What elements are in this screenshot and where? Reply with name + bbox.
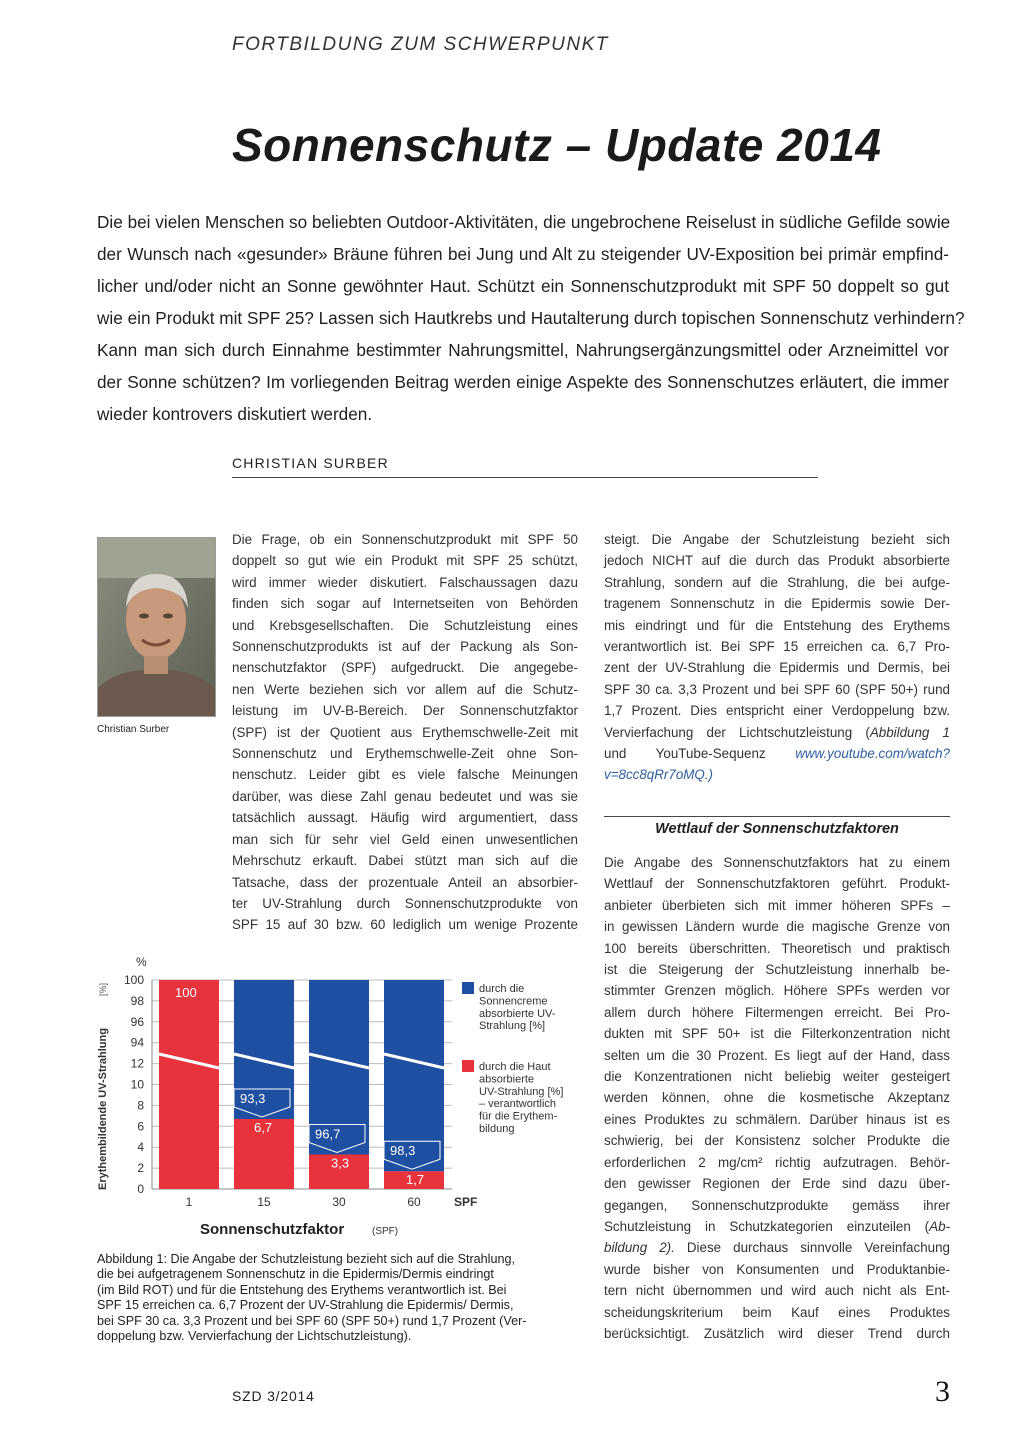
body-column-3 — [604, 852, 950, 1344]
text-line: schwierig, bei der Konsistenz solcher Produkte die — [604, 1133, 950, 1149]
text-line: zent der UV-Strahlung die Epidermis und Dermis, bei — [604, 660, 950, 676]
text-line: allem durch höhere Filtermengen erreicht. Bei Pro- — [604, 1004, 950, 1020]
text-line: tragenem Sonnenschutz in die Epidermis sowie Der- — [604, 596, 950, 612]
text-line: Die Frage, ob ein Sonnenschutzprodukt mit SPF 50 — [232, 532, 578, 547]
lead-paragraph — [97, 206, 965, 430]
data-label-skin: 3,3 — [331, 1155, 350, 1171]
text-line: verantwortlich ist. Bei SPF 15 erreichen ca. 6,7 Pro- — [604, 639, 950, 655]
text-line: Strahlung, sondern auf die Strahlung, die bei aufge- — [604, 574, 950, 590]
caption-line: Abbildung 1: Die Angabe der Schutzleistung bezieht sich auf die Strahlung, — [97, 1252, 515, 1266]
bar-absorbed-by-skin — [159, 980, 219, 1189]
youtube-link[interactable]: www.youtube.com/watch? — [795, 746, 950, 762]
text-line: Wettlauf der Sonnenschutzfaktoren geführt. Produkt- — [604, 876, 950, 892]
text-line: nen Werte beziehen sich vor allem auf die Schutz- — [232, 681, 578, 697]
text-fragment: Schutzleistung in Schutzkategorien einzuteilen ( — [604, 1218, 930, 1234]
text-line: anbieter überbieten sich mit immer höheren SPFs – — [604, 897, 950, 913]
caption-line: doppelung bzw. Vervierfachung der Lichtschutzleistung). — [97, 1329, 412, 1344]
body-column-1 — [232, 529, 578, 936]
section-divider — [604, 816, 950, 817]
text-line — [604, 1237, 950, 1258]
x-unit-label: SPF — [454, 1195, 478, 1209]
text-line: leistung im UV-B-Bereich. Der Sonnenschutzfaktor — [232, 703, 578, 719]
text-fragment: Diese durchaus sinnvolle Vereinfachung — [674, 1240, 950, 1256]
text-line: jedoch NICHT auf die durch das Produkt absorbierte — [604, 553, 950, 569]
page-number: 3 — [935, 1375, 950, 1408]
y-axis-label: Erythembildende UV-Strahlung — [97, 1028, 109, 1190]
lead-line: Kann man sich durch Einnahme bestimmter Nahrungsmittel, Nahrungsergänzungsmittel oder Arzneimittel vor — [97, 340, 949, 360]
x-tick-label: 60 — [407, 1195, 421, 1209]
y-tick-label: 100 — [123, 973, 144, 987]
chart-canvas — [96, 950, 586, 1245]
text-line: ter UV-Strahlung durch Sonnenschutzprodukte von — [232, 895, 578, 911]
text-line: SPF 30 ca. 3,3 Prozent und bei SPF 60 (SPF 50+) rund — [604, 681, 950, 697]
text-line: gegangen, Sonnenschutzprodukte gemäss ihrer — [604, 1197, 950, 1213]
text-line: wurde bisher von Konsumenten und Produktanbie- — [604, 1261, 950, 1277]
legend-label: Strahlung [%] — [479, 1020, 546, 1033]
text-line: finden sich sogar auf Internetseiten von Behörden — [232, 596, 578, 612]
text-line — [604, 722, 950, 743]
text-line: selten um die 30 Prozent. Es liegt auf der Hand, dass — [604, 1047, 950, 1063]
photo-caption: Christian Surber — [97, 724, 170, 735]
body-column-2 — [604, 529, 950, 786]
text-line: und Krebsgesellschaften. Die Schutzleistung eines — [232, 617, 578, 633]
y-tick-label: 94 — [130, 1035, 144, 1050]
data-label-sunscreen: 98,3 — [390, 1143, 416, 1159]
y-tick-label: 10 — [130, 1077, 144, 1092]
text-line: die Konzentrationen nicht beliebig weiter gesteigert — [604, 1069, 950, 1085]
text-fragment: Vervierfachung der Lichtschutzleistung ( — [604, 724, 870, 740]
caption-line: bei SPF 30 ca. 3,3 Prozent und bei SPF 60 (SPF 50+) rund 1,7 Prozent (Ver- — [97, 1313, 527, 1328]
section-kicker: FORTBILDUNG ZUM SCHWERPUNKT — [232, 34, 609, 55]
y-tick-label: 8 — [137, 1098, 144, 1113]
section-heading: Wettlauf der Sonnenschutzfaktoren — [655, 821, 899, 837]
text-line: berücksichtigt. Zusätzlich wird dieser Trend durch — [604, 1325, 950, 1341]
text-line: Die Angabe des Sonnenschutzfaktors hat zu einem — [604, 855, 950, 870]
y-tick-label: 0 — [137, 1182, 144, 1196]
legend-label: absorbierte — [479, 1073, 535, 1086]
text-line: nenschutz. Leider gibt es viele falsche Meinungen — [232, 767, 578, 783]
text-line: man sich für sehr viel Geld einen unwesentlichen — [232, 831, 578, 847]
x-tick-label: 30 — [332, 1195, 346, 1209]
legend-label: bildung — [479, 1123, 515, 1135]
data-label-skin: 6,7 — [254, 1119, 273, 1135]
x-axis-label: Sonnenschutzfaktor — [200, 1221, 345, 1238]
text-line: (SPF) ist der Quotient aus Erythemschwelle-Zeit mit — [232, 724, 578, 740]
lead-line: der Sonne schützen? Im vorliegenden Beitrag werden einige Aspekte des Sonnenschutzes erläutert, die immer — [97, 372, 949, 392]
text-line: steigt. Die Angabe der Schutzleistung bezieht sich — [604, 532, 950, 547]
text-line: scheidungskriterium beim Kauf eines Produktes — [604, 1304, 950, 1320]
text-line: Sonnenschutz und Erythemschwelle-Zeit ohne Son- — [232, 746, 578, 762]
lead-line: wie ein Produkt mit SPF 25? Lassen sich Hautkrebs und Hautalterung durch topischen Sonnenschutz verhindern? — [97, 308, 965, 328]
legend-swatch — [462, 1060, 474, 1072]
text-line: in gewissen Ländern wurde die magische Grenze von — [604, 919, 950, 935]
figure-reference: Abbildung 1 — [869, 724, 950, 740]
text-line: 1,7 Prozent. Dies entspricht einer Verdoppelung bzw. — [604, 703, 950, 719]
y-tick-label: 4 — [137, 1140, 144, 1155]
text-line: werden können, ohne die kosmetische Akzeptanz — [604, 1090, 950, 1106]
y-tick-label: 12 — [130, 1056, 144, 1071]
text-line: Mehrschutz erkauft. Dabei stützt man sich auf die — [232, 853, 578, 869]
text-line — [604, 743, 950, 764]
legend-label: – verantwortlich — [479, 1098, 557, 1111]
lead-line: Die bei vielen Menschen so beliebten Outdoor-Aktivitäten, die ungebrochene Reiselust in südliche Gefilde sowie — [97, 212, 951, 232]
data-label-sunscreen: 93,3 — [240, 1090, 266, 1106]
text-line — [604, 1216, 950, 1237]
text-fragment: und YouTube-Sequenz — [604, 746, 796, 762]
x-tick-label: 15 — [257, 1195, 271, 1209]
spf-bar-chart — [96, 950, 586, 1245]
youtube-link-continuation[interactable]: v=8cc8qRr7oMQ.) — [604, 767, 714, 783]
author-name: CHRISTIAN SURBER — [232, 455, 389, 471]
text-line: dukten mit SPF 50+ ist die Filterkonzentration nicht — [604, 1026, 950, 1042]
lead-line: wieder kontrovers diskutiert werden. — [97, 404, 373, 424]
data-label-skin: 1,7 — [406, 1172, 425, 1188]
figure-reference: bildung 2). — [604, 1240, 675, 1256]
legend-label: Sonnencreme — [479, 995, 548, 1008]
article-title: Sonnenschutz – Update 2014 — [232, 119, 882, 171]
x-axis-unit: (SPF) — [372, 1226, 399, 1237]
text-line: nenschutzfaktor (SPF) aufgedruckt. Die angegebe- — [232, 660, 578, 676]
text-line: den gewisser Regionen der Erde sind dazu über- — [604, 1176, 950, 1192]
author-divider — [232, 477, 818, 478]
legend-label: durch die Haut — [479, 1061, 551, 1073]
data-label-skin: 100 — [175, 985, 197, 1000]
y-tick-label: 2 — [137, 1161, 144, 1176]
text-line: 100 bereits überschritten. Theoretisch und praktisch — [604, 940, 950, 956]
y-axis-unit: [%] — [98, 982, 108, 996]
caption-line: (im Bild ROT) und für die Entstehung des Erythems verantwortlich ist. Bei — [97, 1282, 507, 1297]
y-tick-label: 6 — [137, 1119, 144, 1134]
x-tick-label: 1 — [185, 1195, 193, 1209]
y-unit-label: % — [136, 955, 147, 969]
text-line: mis eindringt und für die Entstehung des Erythems — [604, 617, 950, 633]
legend-swatch — [462, 982, 474, 994]
data-label-sunscreen: 96,7 — [315, 1126, 341, 1142]
legend-label: UV-Strahlung [%] — [479, 1085, 564, 1098]
y-tick-label: 98 — [130, 993, 144, 1008]
text-line: tern nicht übernommen und wird auch nicht als Ent- — [604, 1283, 950, 1299]
text-line: ist die Steigerung der Schutzleistung innerhalb be- — [604, 962, 950, 978]
text-line: erforderlichen 2 mg/cm² richtig aufzutragen. Behör- — [604, 1154, 950, 1170]
caption-line: SPF 15 erreichen ca. 6,7 Prozent der UV-Strahlung die Epidermis/ Dermis, — [97, 1298, 514, 1313]
lead-line: licher und/oder nicht an Sonne gewöhnter Haut. Schützt ein Sonnenschutzprodukt mit SPF 50 doppelt so gut — [97, 276, 949, 296]
issue-label: SZD 3/2014 — [232, 1388, 315, 1404]
text-line: eines Produktes zu schmälern. Darüber hinaus ist es — [604, 1111, 950, 1127]
text-line: darüber, was diese Zahl genau bedeutet und was sie — [232, 788, 578, 804]
text-line: SPF 15 auf 30 bzw. 60 lediglich um wenige Prozente — [232, 917, 578, 933]
text-line: wird immer wieder diskutiert. Falschaussagen dazu — [232, 574, 578, 590]
figure-caption — [97, 1252, 577, 1344]
legend-label: durch die — [479, 983, 525, 995]
author-photo — [97, 537, 216, 717]
text-line: stimmter Grenzen möglich. Höhere SPFs werden vor — [604, 983, 950, 999]
text-line: tatsächlich aussagt. Häufig wird argumentiert, dass — [232, 810, 578, 826]
text-line: Sonnenschutzprodukts ist auf der Packung als Son- — [232, 639, 578, 655]
caption-line: die bei aufgetragenem Sonnenschutz in die Epidermis/Dermis eindringt — [97, 1267, 494, 1282]
legend-label: für die Erythem- — [479, 1110, 558, 1123]
lead-line: der Wunsch nach «gesunder» Bräune führen bei Jung und Alt zu steigender UV-Exposition bei primär empfind- — [97, 244, 949, 264]
text-line: Tatsache, dass der prozentuale Anteil an absorbier- — [232, 874, 578, 890]
text-line: doppelt so gut wie ein Produkt mit SPF 25 schützt, — [232, 553, 578, 569]
figure-reference: Ab- — [929, 1218, 950, 1234]
y-tick-label: 96 — [130, 1014, 144, 1029]
legend-label: absorbierte UV- — [479, 1007, 556, 1020]
